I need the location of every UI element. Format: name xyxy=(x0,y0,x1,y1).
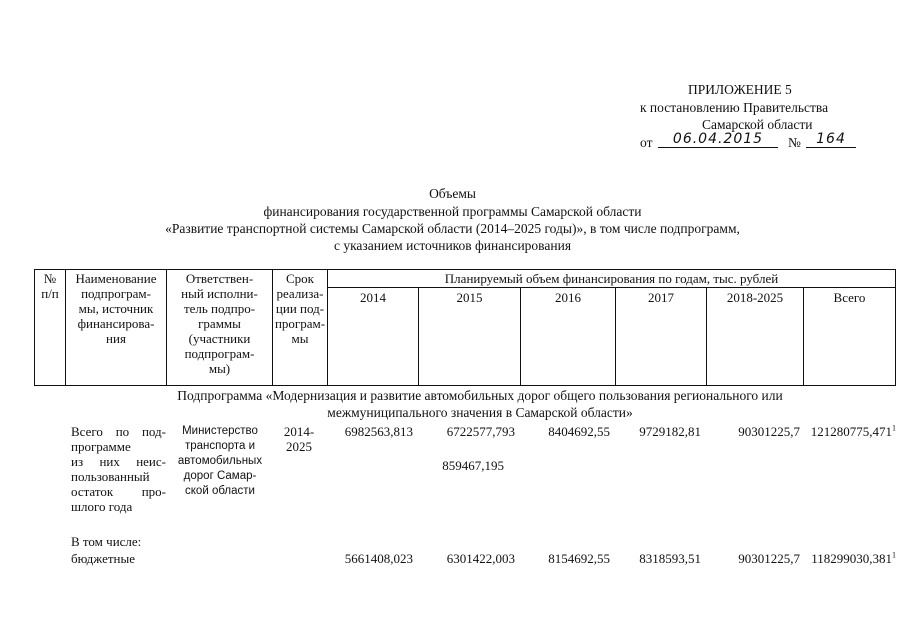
appendix-number-prefix: № xyxy=(788,135,801,150)
header-year-2017: 2017 xyxy=(648,290,674,305)
header-name-line: Наименование xyxy=(75,271,157,286)
subprogram-title-line-1: Подпрограмма «Модернизация и развитие автомобильных дорог общего пользования регионального или xyxy=(177,388,783,403)
header-total: Всего xyxy=(833,290,866,305)
header-year-2015: 2015 xyxy=(456,290,483,305)
row-budget-2015: 6301422,003 xyxy=(446,551,515,566)
header-executor-line: граммы xyxy=(198,316,241,331)
row-total-name xyxy=(71,424,166,514)
appendix-date-prefix: от xyxy=(640,135,653,150)
row-total-name-line: программе xyxy=(71,439,131,454)
row-budget-2016: 8154692,55 xyxy=(548,551,610,566)
header-num xyxy=(35,271,65,301)
header-executor-line: ный исполни- xyxy=(181,286,258,301)
appendix-title: ПРИЛОЖЕНИЕ 5 xyxy=(688,82,792,97)
header-name xyxy=(66,271,166,346)
row-budget-2014: 5661408,023 xyxy=(344,551,413,566)
heading-line-4: с указанием источников финансирования xyxy=(333,238,572,253)
header-name-line: ния xyxy=(106,331,126,346)
row-total-name-line: из них неис- xyxy=(71,454,166,469)
header-executor-line: тель подпро- xyxy=(183,301,256,316)
header-year-2014: 2014 xyxy=(360,290,386,305)
row-total-2017: 9729182,81 xyxy=(639,424,701,439)
heading-line-3: «Развитие транспортной системы Самарской области (2014–2025 годы)», в том числе подпрограмм, xyxy=(165,221,740,236)
row-budget-label-intro: В том числе: xyxy=(71,534,142,549)
row-total-sum xyxy=(790,424,896,439)
header-year-2018-2025: 2018-2025 xyxy=(726,290,784,305)
header-term xyxy=(273,271,327,346)
row-total-term xyxy=(274,424,324,454)
row-budget-2018-2025: 90301225,7 xyxy=(738,551,800,566)
header-term-line: програм- xyxy=(274,316,326,331)
row-total-sum-value: 121280775,471 xyxy=(810,424,892,439)
header-num-line: № xyxy=(43,271,57,286)
row-total-2018-2025: 90301225,7 xyxy=(738,424,800,439)
header-name-line: подпрограм- xyxy=(81,286,151,301)
header-planned-volume: Планируемый объем финансирования по годам, тыс. рублей xyxy=(444,271,779,286)
row-budget-sum xyxy=(790,551,896,566)
footnote-marker: 1 xyxy=(892,550,896,560)
row-total-executor xyxy=(168,424,272,499)
appendix-line-region: Самарской области xyxy=(702,117,813,132)
appendix-date-value: 06.04.2015 xyxy=(658,131,778,148)
header-term-line: Срок xyxy=(286,271,314,286)
header-name-line: мы, источник xyxy=(78,301,154,316)
row-total-term-line: 2025 xyxy=(286,439,312,454)
row-budget-sum-value: 118299030,381 xyxy=(811,551,892,566)
heading-line-2: финансирования государственной программы Самарской области xyxy=(263,204,642,219)
header-year-2016: 2016 xyxy=(555,290,581,305)
header-name-line: финансирова- xyxy=(77,316,155,331)
row-total-name-line: пользованный xyxy=(71,469,150,484)
row-total-name-line: Всего по под- xyxy=(71,424,166,439)
heading-title: Объемы xyxy=(429,186,476,201)
appendix-line-decree: к постановлению Правительства xyxy=(640,100,829,115)
row-total-executor-line: Министерство xyxy=(182,425,258,437)
row-budget-label: бюджетные xyxy=(71,551,136,566)
row-total-term-line: 2014- xyxy=(283,424,315,439)
row-total-name-line: остаток про- xyxy=(71,484,166,499)
row-total-executor-line: ской области xyxy=(185,485,255,497)
header-executor-line: Ответствен- xyxy=(185,271,254,286)
row-total-name-line: шлого года xyxy=(71,499,133,514)
row-total-2015: 6722577,793 xyxy=(446,424,515,439)
appendix-number-value: 164 xyxy=(806,131,856,148)
row-total-executor-line: автомобильных xyxy=(177,455,263,467)
header-term-line: мы xyxy=(291,331,309,346)
header-executor-line: подпрограм- xyxy=(184,346,255,361)
header-executor xyxy=(167,271,272,376)
row-total-2014: 6982563,813 xyxy=(344,424,413,439)
row-total-executor-line: транспорта и xyxy=(184,440,256,452)
subprogram-title-line-2: межмуниципального значения в Самарской области» xyxy=(327,405,633,420)
header-executor-line: мы) xyxy=(208,361,231,376)
header-term-line: реализа- xyxy=(276,286,324,301)
row-budget-2017: 8318593,51 xyxy=(639,551,701,566)
header-executor-line: (участники xyxy=(188,331,251,346)
row-total-2016: 8404692,55 xyxy=(548,424,610,439)
row-leftover-2015: 859467,195 xyxy=(442,458,504,473)
header-term-line: ции под- xyxy=(275,301,325,316)
row-total-executor-line: дорог Самар- xyxy=(183,470,257,482)
footnote-marker: 1 xyxy=(892,423,896,433)
header-num-line: п/п xyxy=(41,286,59,301)
